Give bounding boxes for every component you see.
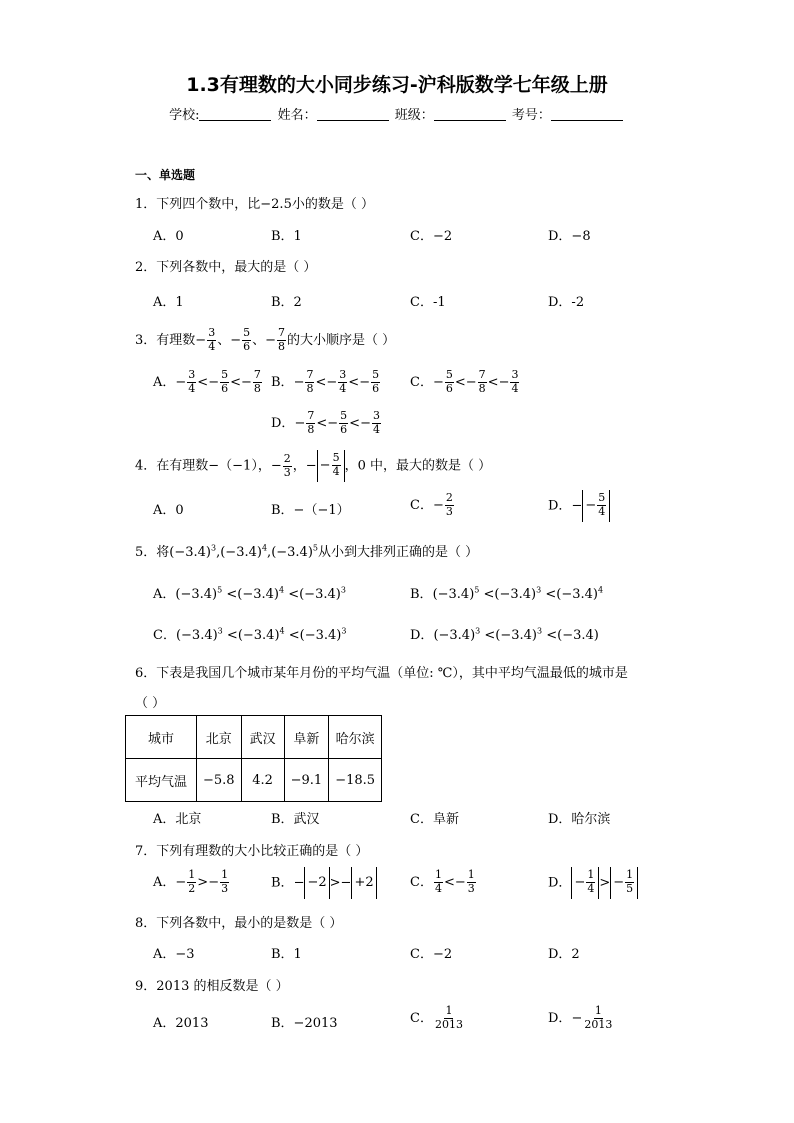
question-8-stem: 8．下列各数中，最小的是数是（ ） [135, 916, 343, 931]
q6-option-b[interactable]: B．武汉 [271, 812, 320, 827]
q6-option-c[interactable]: C．阜新 [410, 812, 459, 827]
table-header-row [126, 716, 382, 759]
q8-option-c[interactable]: C．−2 [410, 947, 453, 962]
q9-option-a[interactable]: A．2013 [153, 1016, 209, 1031]
q1-option-b[interactable]: B．1 [271, 229, 302, 244]
table-cell: 北京 [197, 716, 242, 759]
table-cell: 4.2 [241, 759, 284, 802]
number-label: 考号： [511, 108, 551, 123]
q8-option-b[interactable]: B．1 [271, 947, 302, 962]
school-label: 学校: [169, 108, 200, 123]
question-6-stem: 6．下表是我国几个城市某年月份的平均气温（单位: ℃），其中平均气温最低的城市是 [135, 666, 628, 681]
q7-option-a[interactable]: A．− $\frac{1}{2}$ >− $\frac{1}{3}$ [153, 868, 229, 895]
table-cell: 平均气温 [126, 759, 197, 802]
q3-option-a[interactable]: A．− $\frac{3}{4}$ <− $\frac{5}{6}$ <− $\frac{7}{8}$ [153, 368, 261, 395]
question-6-stem-cont: （ ） [135, 696, 166, 711]
q4-option-b[interactable]: B．−（−1） [271, 503, 350, 518]
name-blank [317, 108, 389, 121]
table-cell: −9.1 [284, 759, 329, 802]
table-cell: 城市 [126, 716, 197, 759]
question-5-stem: 5．将$(-3.4)^3,(-3.4)^4,(-3.4)^5$从小到大排列正确的是（ ） [135, 543, 479, 560]
q3-option-b[interactable]: B．− $\frac{7}{8}$ <− $\frac{3}{4}$ <− $\frac{5}{6}$ [271, 368, 380, 395]
temperature-table [125, 715, 382, 802]
q8-option-a[interactable]: A．−3 [153, 947, 195, 962]
q5-option-c[interactable]: C．$(-3.4)^3 <(-3.4)^4 <(-3.4)^3$ [153, 626, 347, 643]
q4-option-a[interactable]: A．0 [153, 503, 184, 518]
q5-option-b[interactable]: B．$(-3.4)^5 <(-3.4)^3 <(-3.4)^4$ [410, 585, 604, 602]
page-title: 1.3有理数的大小同步练习-沪科版数学七年级上册 [186, 74, 608, 96]
q4-option-c[interactable]: C．− $\frac{2}{3}$ [410, 491, 453, 518]
class-blank [434, 108, 506, 121]
q1-option-a[interactable]: A．0 [153, 229, 184, 244]
q5-option-d[interactable]: D．$(-3.4)^3 <(-3.4)^3 <(-3.4)$ [410, 626, 599, 643]
q2-option-b[interactable]: B．2 [271, 295, 302, 310]
question-4-stem: 4．在有理数−（−1），− $\frac{2}{3}$ ，− − $\frac{5}{4}$ ，0 中，最大的数是（ ） [135, 450, 491, 483]
q5-option-a[interactable]: A．$(-3.4)^5 <(-3.4)^4 <(-3.4)^3$ [153, 585, 346, 602]
student-info-line [0, 104, 794, 123]
q7-option-c[interactable]: C． $\frac{1}{4}$ <− $\frac{1}{3}$ [410, 868, 475, 895]
q8-option-d[interactable]: D．2 [548, 947, 580, 962]
q3-option-c[interactable]: C．− $\frac{5}{6}$ <− $\frac{7}{8}$ <− $\frac{3}{4}$ [410, 368, 519, 395]
q9-option-d[interactable]: D．− $\frac{1}{2013}$ [548, 1004, 613, 1031]
name-label: 姓名： [277, 108, 317, 123]
table-cell: 武汉 [241, 716, 284, 759]
q2-option-c[interactable]: C．-1 [410, 295, 446, 310]
question-7-stem: 7．下列有理数的大小比较正确的是（ ） [135, 844, 369, 859]
q1-option-c[interactable]: C．−2 [410, 229, 453, 244]
q1-option-d[interactable]: D．−8 [548, 229, 591, 244]
table-cell: −5.8 [197, 759, 242, 802]
table-cell: 阜新 [284, 716, 329, 759]
class-label: 班级： [394, 108, 434, 123]
q7-option-d[interactable]: D． − $\frac{1}{4}$ > − $\frac{1}{5}$ [548, 867, 638, 900]
q2-option-a[interactable]: A．1 [153, 295, 184, 310]
q2-option-d[interactable]: D．-2 [548, 295, 585, 310]
q4-option-d[interactable]: D．− − $\frac{5}{4}$ [548, 490, 610, 523]
q9-option-c[interactable]: C． $\frac{1}{2013}$ [410, 1004, 463, 1031]
question-2-stem: 2．下列各数中，最大的是（ ） [135, 260, 317, 275]
number-blank [551, 108, 623, 121]
table-row [126, 759, 382, 802]
question-3-stem: 3．有理数− $\frac{3}{4}$ 、− $\frac{5}{6}$ 、− $\frac{7}{8}$ 的大小顺序是（ ） [135, 326, 396, 353]
question-1-stem: 1．下列四个数中，比−2.5小的数是（ ） [135, 197, 374, 212]
q6-option-d[interactable]: D．哈尔滨 [548, 812, 611, 827]
q7-option-b[interactable]: B．− −2 >− +2 [271, 867, 377, 900]
q9-option-b[interactable]: B．−2013 [271, 1016, 338, 1031]
table-cell: 哈尔滨 [329, 716, 382, 759]
section-heading: 一、单选题 [135, 168, 196, 182]
table-cell: −18.5 [329, 759, 382, 802]
q6-option-a[interactable]: A．北京 [153, 812, 202, 827]
q3-option-d[interactable]: D．− $\frac{7}{8}$ <− $\frac{5}{6}$ <− $\frac{3}{4}$ [271, 409, 380, 436]
question-9-stem: 9．2013 的相反数是（ ） [135, 979, 289, 994]
school-blank [199, 108, 271, 121]
